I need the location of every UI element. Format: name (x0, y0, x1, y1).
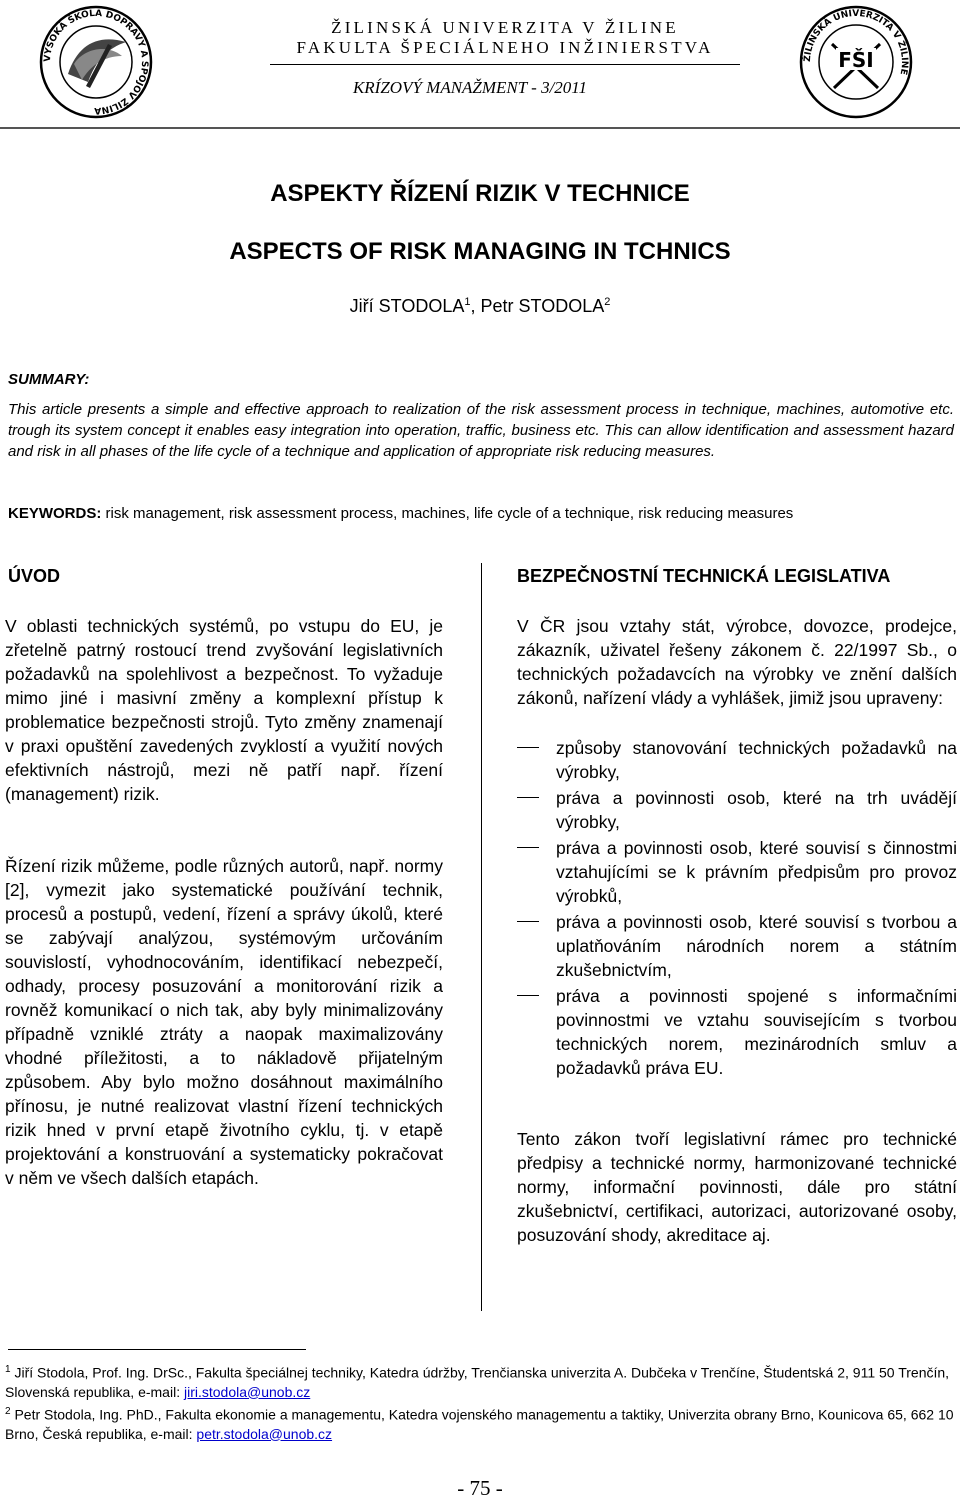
legislation-paragraph-2: Tento zákon tvoří legislativní rámec pro technické předpisy a technické normy, harmonizované technické normy, informační povinnosti, dále pro státní zkušebnictví, certifikaci, autorizaci, autorizované osoby, posuzování shody, akreditace aj. (517, 1129, 957, 1245)
footnote-1-text: Jiří Stodola, Prof. Ing. DrSc., Fakulta špeciálnej techniky, Katedra údržby, Trenčianska univerzita A. Dubčeka v Trenčíne, Študentská 2, 911 50 Trenčín, Slovenská republika, e-mail: (5, 1364, 950, 1400)
footnote-1-number: 1 (5, 1364, 11, 1375)
list-item (517, 910, 957, 982)
list-item-text: způsoby stanovování technických požadavků na výrobky, (556, 738, 957, 782)
dash-bullet (517, 747, 539, 748)
intro-paragraph-1: V oblasti technických systémů, po vstupu do EU, je zřetelně patrný rostoucí trend zvyšování legislativních požadavků na spolehlivost a bezpečnost. To vyžaduje mimo jiné i masivní změny a komplexní přístup k problematice bezpečnosti strojů. Tyto změny znamenají v praxi opuštění zavedených zvyklostí a využití nových efektivních nástrojů, mezi ně patří např. řízení (management) rizik. (5, 616, 443, 804)
author-1: Jiří STODOLA (349, 296, 465, 316)
column-divider (481, 563, 482, 1311)
intro-paragraph-2: Řízení rizik můžeme, podle různých autorů, např. normy [2], vymezit jako systematické používání technik, procesů a postupů, vedení, řízení a správy úkolů, které se zabývají analýzou, systémovým určováním souvislostí, vyhodnocováním, identifikací nebezpečí, odhady, procesy posuzování a monitorování rizik a rovněž komunikací o nich tak, aby byly minimalizovány případně vzniklé ztráty a naopak maximalizovány vhodné příležitosti, a to nákladově přijatelným způsobem. Aby bylo možno dosáhnout maximálního přínosu, je nutné realizovat vlastní řízení technických rizik hned v první etapě životního cyklu, tj. v etapě projektování a konstruování a systematicky pokračovat v něm ve všech dalších etapách. (5, 856, 443, 1188)
authors-line (0, 296, 960, 317)
dash-bullet (517, 797, 539, 798)
list-item-text: práva a povinnosti osob, které souvisí s činnostmi vztahujícími se k právním předpisům pro provoz výrobků, (556, 838, 957, 906)
list-item-text: práva a povinnosti osob, které na trh uvádějí výrobky, (556, 788, 957, 832)
svg-text:FŠI: FŠI (838, 48, 874, 72)
author-2: Petr STODOLA (480, 296, 605, 316)
list-item (517, 984, 957, 1080)
faculty-name: FAKULTA ŠPECIÁLNEHO INŽINIERSTVA (296, 38, 714, 57)
footnote-rule (8, 1349, 306, 1350)
left-university-logo (38, 4, 154, 120)
list-item (517, 786, 957, 834)
summary-heading: SUMMARY: (8, 371, 90, 388)
right-faculty-logo (798, 4, 914, 120)
author-separator: , (470, 296, 481, 316)
list-item (517, 836, 957, 908)
footnote-2-number: 2 (5, 1406, 11, 1417)
list-item-text: práva a povinnosti spojené s informačními povinnostmi ve vztahu souvisejícím s tvorbou technických norem, mezinárodních smluv a požadavků práva EU. (556, 986, 957, 1078)
list-item (517, 736, 957, 784)
summary-text: This article presents a simple and effective approach to realization of the risk assessment process in technique, machines, automotive etc. trough its system concept it enables easy integration into operation, traffic, business etc. This can allow identification and assessment hazard and risk in all phases of the life cycle of a technique and application of appropriate risk reducing measures. (8, 401, 954, 460)
keywords-text: risk management, risk assessment process, machines, life cycle of a technique, risk reducing measures (101, 505, 794, 522)
legislation-intro: V ČR jsou vztahy stát, výrobce, dovozce, prodejce, zákazník, uživatel řešeny zákonem č. 22/1997 Sb., o technických požadavcích na výrobky ve znění dalších zákonů, nařízení vlády a vyhlášek, jimiž jsou upraveny: (517, 616, 957, 708)
header-rule (270, 64, 740, 65)
vsdas-seal-icon (38, 4, 154, 120)
footnote-2-email-link[interactable]: petr.stodola@unob.cz (196, 1425, 333, 1442)
footnote-1 (5, 1360, 960, 1402)
legislation-list (517, 736, 957, 1080)
author-1-ref: 1 (464, 296, 471, 308)
page-number: - 75 - (457, 1476, 503, 1500)
keywords (8, 503, 954, 524)
list-item-text: práva a povinnosti osob, které souvisí s tvorbou a uplatňováním národních norem a státním zkušebnictvím, (556, 912, 957, 980)
title-english: ASPECTS OF RISK MANAGING IN TCHNICS (229, 238, 731, 265)
legislation-heading: BEZPEČNOSTNÍ TECHNICKÁ LEGISLATIVA (517, 566, 891, 586)
svg-text:VYSOKÁ ŠKOLA DOPRAVY A SPOJOV: VYSOKÁ ŠKOLA DOPRAVY A SPOJOV ŽILINA (42, 8, 150, 116)
keywords-label: KEYWORDS: (8, 505, 102, 522)
dash-bullet (517, 921, 539, 922)
dash-bullet (517, 995, 539, 996)
footnote-2 (5, 1402, 960, 1444)
title-czech: ASPEKTY ŘÍZENÍ RIZIK V TECHNICE (270, 180, 690, 207)
intro-heading: ÚVOD (8, 566, 61, 586)
footnote-2-text: Petr Stodola, Ing. PhD., Fakulta ekonomie a managementu, Katedra vojenského managementu a taktiky, Univerzita obrany Brno, Kounicova 65, 662 10 Brno, Česká republika, e-mail: (5, 1406, 954, 1442)
fsi-seal-icon (798, 4, 914, 120)
dash-bullet (517, 847, 539, 848)
footnote-1-email-link[interactable]: jiri.stodola@unob.cz (183, 1383, 311, 1400)
author-2-ref: 2 (604, 296, 611, 308)
svg-text:ŽILINSKÁ UNIVERZITA V ŽILINE: ŽILINSKÁ UNIVERZITA V ŽILINE (802, 8, 910, 76)
university-name: ŽILINSKÁ UNIVERZITA V ŽILINE (331, 18, 679, 37)
header-separator (0, 127, 960, 129)
journal-name: KRÍZOVÝ MANAŽMENT - 3/2011 (352, 78, 588, 97)
